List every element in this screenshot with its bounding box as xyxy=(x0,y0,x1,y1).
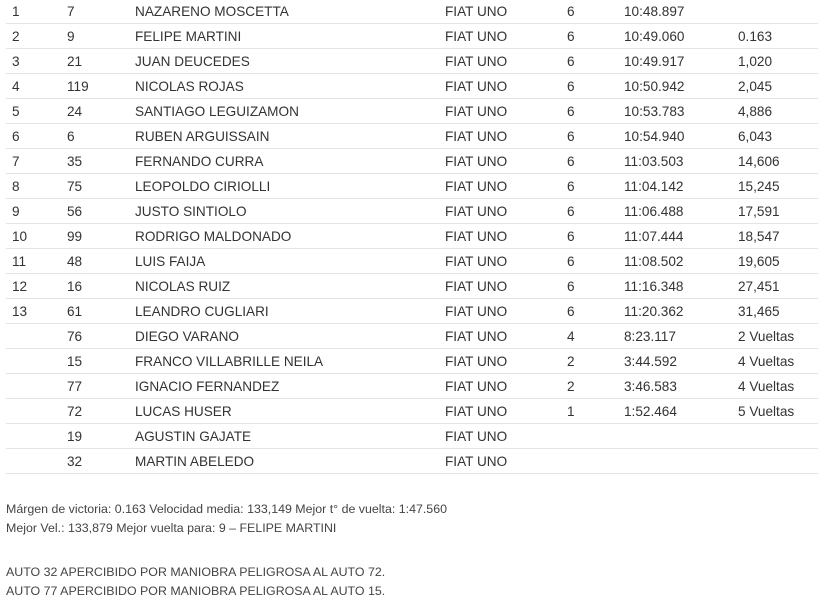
driver-name-cell: RUBEN ARGUISSAIN xyxy=(135,124,445,149)
penalty-note: AUTO 77 APERCIBIDO POR MANIOBRA PELIGROSA AL AUTO 15. xyxy=(6,584,386,598)
gap-cell: 2,045 xyxy=(738,74,818,99)
car-number-cell: 24 xyxy=(67,99,135,124)
gap-cell: 6,043 xyxy=(738,124,818,149)
driver-name-cell: AGUSTIN GAJATE xyxy=(135,424,445,449)
race-time-cell: 11:04.142 xyxy=(624,174,738,199)
position-cell xyxy=(6,424,67,449)
driver-name-cell: JUSTO SINTIOLO xyxy=(135,199,445,224)
laps-cell: 6 xyxy=(567,99,624,124)
laps-cell: 6 xyxy=(567,274,624,299)
car-number-cell: 6 xyxy=(67,124,135,149)
race-summary xyxy=(6,500,447,538)
laps-cell: 2 xyxy=(567,374,624,399)
gap-cell xyxy=(738,0,818,24)
laps-cell: 6 xyxy=(567,224,624,249)
laps-cell: 6 xyxy=(567,149,624,174)
laps-cell xyxy=(567,424,624,449)
car-number-cell: 9 xyxy=(67,24,135,49)
car-model-cell: FIAT UNO xyxy=(445,274,567,299)
car-number-cell: 32 xyxy=(67,449,135,474)
position-cell xyxy=(6,324,67,349)
laps-cell: 6 xyxy=(567,249,624,274)
car-model-cell: FIAT UNO xyxy=(445,299,567,324)
position-cell xyxy=(6,449,67,474)
position-cell: 11 xyxy=(6,249,67,274)
race-time-cell: 3:46.583 xyxy=(624,374,738,399)
race-time-cell: 10:50.942 xyxy=(624,74,738,99)
car-number-cell: 19 xyxy=(67,424,135,449)
laps-cell: 6 xyxy=(567,74,624,99)
summary-line-best-speed: Mejor Vel.: 133,879 Mejor vuelta para: 9 – FELIPE MARTINI xyxy=(6,521,337,535)
summary-line-victory-margin: Márgen de victoria: 0.163 Velocidad media: 133,149 Mejor t° de vuelta: 1:47.560 xyxy=(6,502,447,516)
driver-name-cell: LUCAS HUSER xyxy=(135,399,445,424)
car-number-cell: 7 xyxy=(67,0,135,24)
car-number-cell: 21 xyxy=(67,49,135,74)
gap-cell: 2 Vueltas xyxy=(738,324,818,349)
results-table-body xyxy=(6,0,818,474)
laps-cell: 6 xyxy=(567,124,624,149)
car-model-cell: FIAT UNO xyxy=(445,249,567,274)
race-time-cell: 1:52.464 xyxy=(624,399,738,424)
race-time-cell: 10:49.917 xyxy=(624,49,738,74)
car-model-cell: FIAT UNO xyxy=(445,24,567,49)
position-cell: 13 xyxy=(6,299,67,324)
race-time-cell xyxy=(624,449,738,474)
car-model-cell: FIAT UNO xyxy=(445,349,567,374)
position-cell: 9 xyxy=(6,199,67,224)
car-model-cell: FIAT UNO xyxy=(445,0,567,24)
table-row xyxy=(6,399,818,424)
laps-cell: 1 xyxy=(567,399,624,424)
gap-cell: 15,245 xyxy=(738,174,818,199)
position-cell xyxy=(6,374,67,399)
car-model-cell: FIAT UNO xyxy=(445,199,567,224)
gap-cell: 27,451 xyxy=(738,274,818,299)
car-number-cell: 72 xyxy=(67,399,135,424)
laps-cell: 6 xyxy=(567,49,624,74)
car-number-cell: 119 xyxy=(67,74,135,99)
car-model-cell: FIAT UNO xyxy=(445,449,567,474)
race-time-cell: 11:16.348 xyxy=(624,274,738,299)
car-model-cell: FIAT UNO xyxy=(445,124,567,149)
race-time-cell: 11:20.362 xyxy=(624,299,738,324)
penalty-notes xyxy=(6,563,385,601)
driver-name-cell: SANTIAGO LEGUIZAMON xyxy=(135,99,445,124)
table-row xyxy=(6,249,818,274)
car-number-cell: 56 xyxy=(67,199,135,224)
driver-name-cell: RODRIGO MALDONADO xyxy=(135,224,445,249)
car-model-cell: FIAT UNO xyxy=(445,149,567,174)
race-time-cell xyxy=(624,424,738,449)
position-cell xyxy=(6,399,67,424)
car-model-cell: FIAT UNO xyxy=(445,99,567,124)
table-row xyxy=(6,124,818,149)
position-cell xyxy=(6,349,67,374)
gap-cell xyxy=(738,424,818,449)
gap-cell: 4 Vueltas xyxy=(738,349,818,374)
table-row xyxy=(6,449,818,474)
position-cell: 10 xyxy=(6,224,67,249)
driver-name-cell: FERNANDO CURRA xyxy=(135,149,445,174)
gap-cell: 4 Vueltas xyxy=(738,374,818,399)
results-table xyxy=(6,0,818,474)
position-cell: 4 xyxy=(6,74,67,99)
gap-cell xyxy=(738,449,818,474)
gap-cell: 18,547 xyxy=(738,224,818,249)
penalty-note: AUTO 32 APERCIBIDO POR MANIOBRA PELIGROSA AL AUTO 72. xyxy=(6,565,386,579)
car-model-cell: FIAT UNO xyxy=(445,399,567,424)
table-row xyxy=(6,149,818,174)
car-model-cell: FIAT UNO xyxy=(445,324,567,349)
car-model-cell: FIAT UNO xyxy=(445,374,567,399)
table-row xyxy=(6,224,818,249)
laps-cell: 4 xyxy=(567,324,624,349)
race-time-cell: 3:44.592 xyxy=(624,349,738,374)
driver-name-cell: LUIS FAIJA xyxy=(135,249,445,274)
table-row xyxy=(6,274,818,299)
car-number-cell: 48 xyxy=(67,249,135,274)
race-time-cell: 10:53.783 xyxy=(624,99,738,124)
driver-name-cell: NICOLAS RUIZ xyxy=(135,274,445,299)
table-row xyxy=(6,49,818,74)
table-row xyxy=(6,174,818,199)
car-model-cell: FIAT UNO xyxy=(445,224,567,249)
driver-name-cell: NICOLAS ROJAS xyxy=(135,74,445,99)
gap-cell: 17,591 xyxy=(738,199,818,224)
driver-name-cell: MARTIN ABELEDO xyxy=(135,449,445,474)
car-model-cell: FIAT UNO xyxy=(445,74,567,99)
driver-name-cell: DIEGO VARANO xyxy=(135,324,445,349)
table-row xyxy=(6,424,818,449)
car-number-cell: 75 xyxy=(67,174,135,199)
table-row xyxy=(6,299,818,324)
position-cell: 6 xyxy=(6,124,67,149)
race-time-cell: 8:23.117 xyxy=(624,324,738,349)
table-row xyxy=(6,349,818,374)
laps-cell: 2 xyxy=(567,349,624,374)
driver-name-cell: JUAN DEUCEDES xyxy=(135,49,445,74)
gap-cell: 5 Vueltas xyxy=(738,399,818,424)
race-time-cell: 11:08.502 xyxy=(624,249,738,274)
gap-cell: 19,605 xyxy=(738,249,818,274)
driver-name-cell: LEANDRO CUGLIARI xyxy=(135,299,445,324)
gap-cell: 31,465 xyxy=(738,299,818,324)
car-model-cell: FIAT UNO xyxy=(445,174,567,199)
position-cell: 12 xyxy=(6,274,67,299)
position-cell: 8 xyxy=(6,174,67,199)
laps-cell: 6 xyxy=(567,24,624,49)
car-number-cell: 77 xyxy=(67,374,135,399)
table-row xyxy=(6,24,818,49)
table-row xyxy=(6,199,818,224)
laps-cell xyxy=(567,449,624,474)
laps-cell: 6 xyxy=(567,299,624,324)
driver-name-cell: FELIPE MARTINI xyxy=(135,24,445,49)
position-cell: 2 xyxy=(6,24,67,49)
car-model-cell: FIAT UNO xyxy=(445,49,567,74)
race-time-cell: 11:07.444 xyxy=(624,224,738,249)
gap-cell: 4,886 xyxy=(738,99,818,124)
car-model-cell: FIAT UNO xyxy=(445,424,567,449)
race-time-cell: 11:06.488 xyxy=(624,199,738,224)
car-number-cell: 15 xyxy=(67,349,135,374)
driver-name-cell: NAZARENO MOSCETTA xyxy=(135,0,445,24)
laps-cell: 6 xyxy=(567,0,624,24)
gap-cell: 14,606 xyxy=(738,149,818,174)
table-row xyxy=(6,99,818,124)
gap-cell: 0.163 xyxy=(738,24,818,49)
table-row xyxy=(6,0,818,24)
driver-name-cell: FRANCO VILLABRILLE NEILA xyxy=(135,349,445,374)
position-cell: 5 xyxy=(6,99,67,124)
car-number-cell: 16 xyxy=(67,274,135,299)
driver-name-cell: LEOPOLDO CIRIOLLI xyxy=(135,174,445,199)
car-number-cell: 99 xyxy=(67,224,135,249)
driver-name-cell: IGNACIO FERNANDEZ xyxy=(135,374,445,399)
position-cell: 7 xyxy=(6,149,67,174)
table-row xyxy=(6,374,818,399)
laps-cell: 6 xyxy=(567,199,624,224)
position-cell: 1 xyxy=(6,0,67,24)
race-time-cell: 11:03.503 xyxy=(624,149,738,174)
race-time-cell: 10:49.060 xyxy=(624,24,738,49)
car-number-cell: 35 xyxy=(67,149,135,174)
race-time-cell: 10:54.940 xyxy=(624,124,738,149)
position-cell: 3 xyxy=(6,49,67,74)
table-row xyxy=(6,324,818,349)
car-number-cell: 76 xyxy=(67,324,135,349)
table-row xyxy=(6,74,818,99)
race-time-cell: 10:48.897 xyxy=(624,0,738,24)
car-number-cell: 61 xyxy=(67,299,135,324)
gap-cell: 1,020 xyxy=(738,49,818,74)
laps-cell: 6 xyxy=(567,174,624,199)
